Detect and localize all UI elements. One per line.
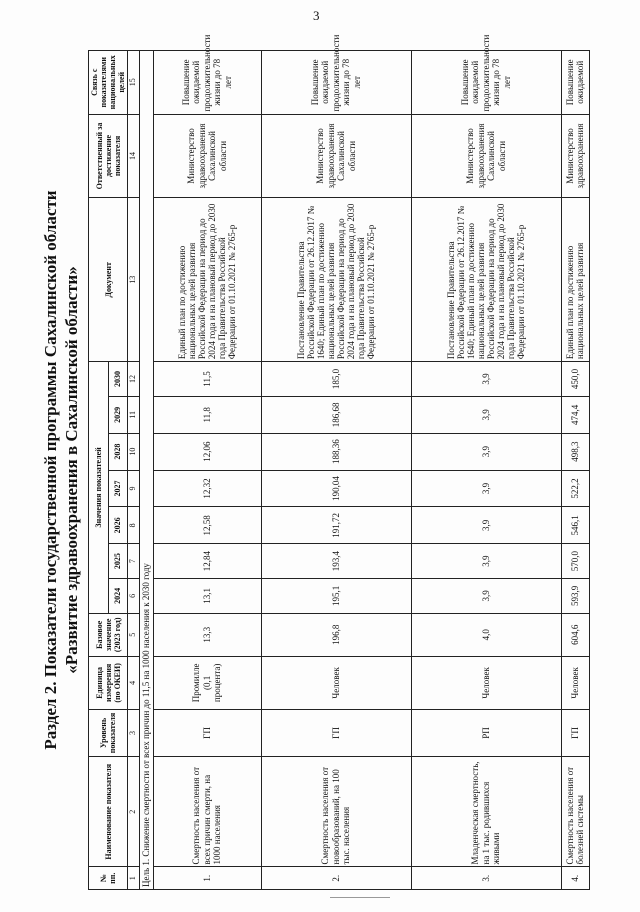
row-level: ГП: [153, 709, 261, 756]
row-value: 12,84: [153, 544, 261, 579]
th-level: Уровень показателя: [89, 709, 128, 756]
row-value: 11,5: [153, 362, 261, 397]
col-number: 7: [128, 544, 140, 579]
column-number-row: [128, 51, 140, 890]
row-level: РП: [411, 709, 561, 756]
row-unit: Человек: [261, 656, 411, 709]
row-value: 188,36: [261, 433, 411, 470]
section-title: [40, 46, 84, 894]
col-number: 14: [128, 114, 140, 198]
row-base: 13,3: [153, 613, 261, 656]
th-unit: Единица измерения (по ОКЕИ): [89, 656, 128, 709]
row-num: 4.: [561, 867, 589, 890]
th-base: Базовое значение (2023 год): [89, 613, 128, 656]
indicators-table: [88, 34, 590, 890]
row-name: Смертность населения от болезней системы: [561, 757, 589, 867]
row-national-goal-link: Повышение ожидаемой продолжительности жизни до 78 лет: [411, 51, 561, 115]
row-value: 593,9: [561, 579, 589, 614]
row-name: Младенческая смертность, на 1 тыс. родившихся живыми: [411, 757, 561, 867]
row-responsible: Министерство здравоохранения Сахалинской области: [411, 114, 561, 198]
th-year: 2027: [108, 470, 128, 507]
scan-artifact-line: [330, 897, 390, 898]
row-unit: Человек: [561, 656, 589, 709]
col-number: 11: [128, 396, 140, 433]
row-level: ГП: [261, 709, 411, 756]
row-level: ГП: [561, 709, 589, 756]
th-year: 2028: [108, 433, 128, 470]
col-number: 9: [128, 470, 140, 507]
row-value: 195,1: [261, 579, 411, 614]
row-value: 12,06: [153, 433, 261, 470]
row-value: 3,9: [411, 396, 561, 433]
row-value: 474,4: [561, 396, 589, 433]
row-document: Единый план по достижению национальных целей развития Российской Федерации на период до 2024 года и на плановый период до 2030 года Правительства Российской Федерации от 01.10.2021 № 2765-р: [153, 198, 261, 362]
row-value: 13,1: [153, 579, 261, 614]
row-value: 191,72: [261, 507, 411, 544]
row-name: Смертность населения от всех причин смерти, на 1000 населения: [153, 757, 261, 867]
row-value: 3,9: [411, 362, 561, 397]
row-document: Постановление Правительства Российской Федерации от 26.12.2017 № 1640; Единый план по достижению национальных целей развития Российской Федерации на период до 2024 года и на плановый период до 2030 года Правительства Российской Федерации от 01.10.2021 № 2765-р: [261, 198, 411, 362]
row-value: 3,9: [411, 507, 561, 544]
col-number: 6: [128, 579, 140, 614]
row-base: 604,6: [561, 613, 589, 656]
col-number: 12: [128, 362, 140, 397]
row-value: 522,2: [561, 470, 589, 507]
col-number: 13: [128, 198, 140, 362]
row-unit: Человек: [411, 656, 561, 709]
th-year: 2024: [108, 579, 128, 614]
row-num: 1.: [153, 867, 261, 890]
row-value: 12,58: [153, 507, 261, 544]
col-number: 4: [128, 656, 140, 709]
row-num: 2.: [261, 867, 411, 890]
row-num: 3.: [411, 867, 561, 890]
row-base: 196,8: [261, 613, 411, 656]
col-number: 15: [128, 51, 140, 115]
row-responsible: Министерство здравоохранения: [561, 114, 589, 198]
col-number: 5: [128, 613, 140, 656]
row-value: 450,0: [561, 362, 589, 397]
table-row: [561, 51, 589, 890]
th-year: 2025: [108, 544, 128, 579]
row-value: 185,0: [261, 362, 411, 397]
th-year: 2029: [108, 396, 128, 433]
th-name: Наименование показателя: [89, 757, 128, 867]
th-year: 2026: [108, 507, 128, 544]
row-value: 186,68: [261, 396, 411, 433]
table-row: [411, 51, 561, 890]
row-value: 12,32: [153, 470, 261, 507]
title-line-1: Раздел 2. Показатели государственной программы Сахалинской области: [41, 190, 60, 750]
th-num: № пп.: [89, 867, 128, 890]
row-base: 4,0: [411, 613, 561, 656]
goal-text: Цель 1. Снижение смертности от всех причин до 11,5 на 1000 населения к 2030 году: [139, 51, 153, 890]
header-row-1: [89, 51, 109, 890]
th-year: 2030: [108, 362, 128, 397]
col-number: 1: [128, 867, 140, 890]
col-number: 2: [128, 757, 140, 867]
row-national-goal-link: Повышение ожидаемой: [561, 51, 589, 115]
row-unit: Промилле (0,1 процента): [153, 656, 261, 709]
th-link: Связь с показателями национальных целей: [89, 51, 128, 115]
th-doc: Документ: [89, 198, 128, 362]
row-value: 193,4: [261, 544, 411, 579]
col-number: 3: [128, 709, 140, 756]
row-responsible: Министерство здравоохранения Сахалинской области: [261, 114, 411, 198]
table-row: [261, 51, 411, 890]
row-value: 498,3: [561, 433, 589, 470]
row-name: Смертность населения от новообразований, на 100 тыс. населения: [261, 757, 411, 867]
row-national-goal-link: Повышение ожидаемой продолжительности жизни до 78 лет: [153, 51, 261, 115]
row-value: 3,9: [411, 433, 561, 470]
row-value: 11,8: [153, 396, 261, 433]
th-values: Значения показателей: [89, 362, 109, 614]
row-value: 190,04: [261, 470, 411, 507]
th-resp: Ответственный за достижение показателя: [89, 114, 128, 198]
row-value: 546,1: [561, 507, 589, 544]
row-national-goal-link: Повышение ожидаемой продолжительности жизни до 78 лет: [261, 51, 411, 115]
col-number: 10: [128, 433, 140, 470]
table-row: [153, 51, 261, 890]
title-line-2: «Развитие здравоохранения в Сахалинской области»: [62, 266, 81, 674]
rotated-page-content: [40, 34, 600, 894]
row-value: 3,9: [411, 579, 561, 614]
row-responsible: Министерство здравоохранения Сахалинской области: [153, 114, 261, 198]
row-document: Единый план по достижению национальных целей развития: [561, 198, 589, 362]
page-number: 3: [313, 8, 320, 23]
row-value: 3,9: [411, 544, 561, 579]
goal-row: [139, 51, 153, 890]
row-document: Постановление Правительства Российской Федерации от 26.12.2017 № 1640; Единый план по достижению национальных целей развития Российской Федерации на период до 2024 года и на плановый период до 2030 года Правительства Российской Федерации от 01.10.2021 № 2765-р: [411, 198, 561, 362]
row-value: 570,0: [561, 544, 589, 579]
col-number: 8: [128, 507, 140, 544]
row-value: 3,9: [411, 470, 561, 507]
